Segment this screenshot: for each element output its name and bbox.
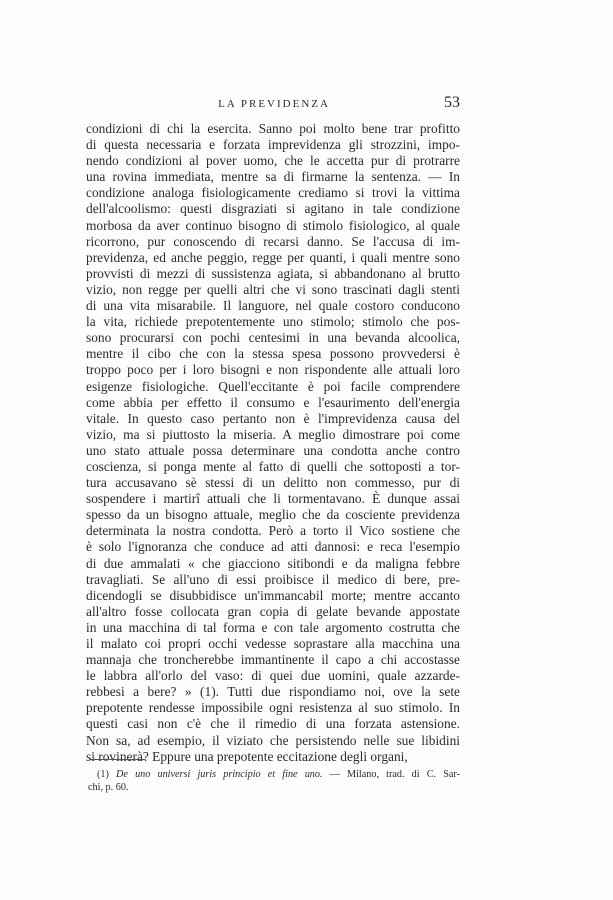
text-line: condizione analoga fisiologicamente crediamo si trovi la vittima [86,185,460,201]
text-line: dicendogli se disubbidisce un'immancabil morte; mentre accanto [86,587,460,603]
text-line: di una vita misarabile. Il languore, nel quale costoro conducono [86,298,460,314]
text-line: coscienza, si ponga mente al fatto di quelli che sottoposti a tor- [86,458,460,474]
text-line: le labbra all'orlo del vaso: di quei due uomini, quale azzarde- [86,668,460,684]
text-line: morbosa da aver continuo bisogno di stimolo fisiologico, al quale [86,217,460,233]
text-line: la vita, richiede prepotentemente uno stimolo; stimolo che pos- [86,314,460,330]
text-line: travagliati. Se all'uno di essi proibisce il medico di bere, pre- [86,571,460,587]
text-line: Non sa, ad esempio, il viziato che persistendo nelle sue libidini [86,732,460,748]
text-line: mentre il cibo che con la stessa spesa possono provvedersi è [86,346,460,362]
footnote-line [88,768,460,781]
text-line: vizio, non regge per quelli altri che vi sono trascinati dagli stenti [86,281,460,297]
text-line: una rovina immediata, mentre sa di firmarne la sentenza. — In [86,169,460,185]
footnote-line: chi, p. 60. [88,782,129,793]
text-line: vizio, ma si piuttosto la miseria. A meglio dimostrare poi come [86,426,460,442]
text-line: si rovinerà? Eppure una prepotente eccitazione degli organi, [86,748,408,764]
footnote-marker: (1) [97,769,109,780]
footnote-title: De uno universi juris principio et fine uno. [116,769,323,780]
footnote-citation: — Milano, trad. di C. Sar- [329,769,461,780]
text-line: il malato coi propri occhi vedesse soprastare alla macchina una [86,636,460,651]
text-line: condizioni di chi la esercita. Sanno poi molto bene trar profitto [86,121,460,136]
text-line: è solo l'ignoranza che conduce ad atti dannosi: e reca l'esempio [86,539,460,555]
body-text [86,121,460,765]
text-line: sono procurarsi con pochi centesimi in una bevanda alcoolica, [86,330,460,346]
text-line: di due ammalati « che giacciono sitibondi e da maligna febbre [86,555,460,571]
text-line: in una macchina di tal forma e con tale argomento costrutta che [86,619,460,635]
text-line: determinata la nostra condotta. Però a torto il Vico sostiene che [86,523,460,539]
text-line: prepotente rendesse impossibile ogni resistenza al suo stimolo. In [86,700,460,716]
text-line: ricorrono, pur conoscendo di recarsi danno. Se l'accusa di im- [86,233,460,249]
footnote [88,768,460,794]
page-header [88,94,460,114]
text-line: uno stato attuale possa determinare una condotta anche contro [86,442,460,458]
text-line: nendo condizioni al pover uomo, che le accetta pur di protrarre [86,153,460,169]
text-line: come abbia per effetto il consumo e l'esaurimento dell'energia [86,394,460,410]
text-line: spesso da un bisogno attuale, meglio che da cosciente previdenza [86,507,460,523]
footnote-divider [89,759,145,760]
text-line: troppo poco per i loro bisogni e non rispondente alle attuali loro [86,362,460,378]
text-line: previdenza, ed anche peggio, regge per quanti, i quali mentre sono [86,249,460,265]
text-line: esigenze fisiologiche. Quell'eccitante è poi facile comprendere [86,378,460,394]
text-line: vitale. In questo caso pertanto non è l'imprevidenza causa del [86,410,460,426]
text-line: tura accusavano sè stessi di un delitto non commesso, pur di [86,475,460,491]
text-line: provvisti di mezzi di sussistenza agiata, si abbandonano al brutto [86,265,460,281]
text-line: dell'alcoolismo: questi disgraziati si agitano in tale condizione [86,201,460,217]
running-title: LA PREVIDENZA [218,98,330,110]
text-line: sospendere i martirî attuali che li tormentavano. È dunque assai [86,491,460,507]
text-line: rebbesi a bere? » (1). Tutti due rispondiamo noi, ove la sete [86,684,460,700]
text-line: all'altro fosse collocata gran copia di gelate bevande appostate [86,603,460,619]
text-line: di questa necessaria e forzata imprevidenza gli strozzini, impo- [86,137,460,153]
text-line: questi casi non c'è che il rimedio di una forzata astensione. [86,716,460,732]
text-line: mannaja che troncherebbe immantinente il capo a chi accostasse [86,652,460,668]
page-number: 53 [444,94,460,111]
